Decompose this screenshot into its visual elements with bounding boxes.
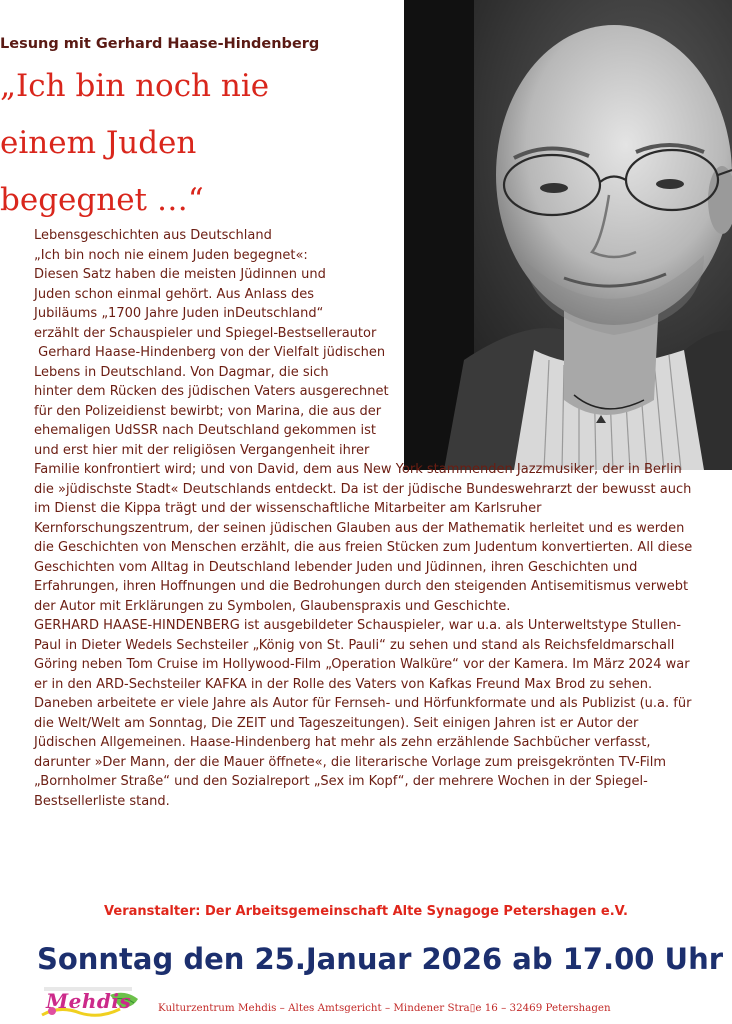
title-line-2: einem Juden <box>0 125 197 161</box>
body-line: Juden schon einmal gehört. Aus Anlass des <box>34 286 315 302</box>
body-line: Erfahrungen, ihren Hoffnungen und die Bedrohungen durch den steigenden Antisemitismus verwebt <box>34 579 689 594</box>
body-line: die Geschichten von Menschen erzählt, die aus freien Stücken zum Judentum konvertierten. All diese <box>34 540 693 555</box>
body-line: Familie konfrontiert wird; und von David, dem aus New York stammenden Jazzmusiker, der in Berlin <box>34 462 682 477</box>
footer-address: Kulturzentrum Mehdis – Altes Amtsgericht – Mindener Stra▯e 16 – 32469 Petershagen <box>158 1002 611 1014</box>
body-line: Diesen Satz haben die meisten Jüdinnen und <box>34 267 326 282</box>
body-line: der Autor mit Erklärungen zu Symbolen, Glaubenspraxis und Geschichte. <box>34 598 511 614</box>
body-line: ehemaligen UdSSR nach Deutschland gekommen ist <box>34 423 377 438</box>
logo-wordmark: Mehdis <box>46 989 132 1013</box>
body-line: „Bornholmer Straße“ und den Sozialreport „Sex im Kopf“, der mehrere Wochen in der Spiegel- <box>34 774 648 789</box>
body-line: hinter dem Rücken des jüdischen Vaters ausgerechnet <box>34 384 389 399</box>
page-title <box>0 58 269 229</box>
body-line: Göring neben Tom Cruise im Hollywood-Film „Operation Walküre“ vor der Kamera. Im März 2024 war <box>34 657 690 672</box>
body-line: er in den ARD-Sechsteiler KAFKA in der Rolle des Vaters von Kafkas Freund Max Brod zu sehen. <box>34 676 653 692</box>
body-line: die Welt/Welt am Sonntag, Die ZEIT und Tageszeitungen). Seit einigen Jahren ist er Autor der <box>34 715 639 731</box>
body-line: Geschichten vom Alltag in Deutschland lebender Juden und Jüdinnen, ihren Geschichten und <box>34 559 638 575</box>
body-line: Jüdischen Allgemeinen. Haase-Hindenberg hat mehr als zehn erzählende Sachbücher verfasst, <box>34 735 651 750</box>
body-line: Lebensgeschichten aus Deutschland <box>34 228 272 243</box>
body-line: darunter »Der Mann, der die Mauer öffnete«, die literarische Vorlage zum preisgekrönten TV-Film <box>34 754 667 770</box>
body-line: Jubiläums „1700 Jahre Juden inDeutschland“ <box>34 306 324 321</box>
body-line: im Dienst die Kippa trägt und der wissenschaftliche Mitarbeiter am Karlsruher <box>34 501 542 516</box>
body-line: und erst hier mit der religiösen Vergangenheit ihrer <box>34 442 370 458</box>
body-line: erzählt der Schauspieler und Spiegel-Bestsellerautor <box>34 325 377 341</box>
body-line: Bestsellerliste stand. <box>34 793 170 809</box>
body-line: Kernforschungszentrum, der seinen jüdischen Glauben aus der Mathematik herleitet und es werden <box>34 520 685 536</box>
body-line: Daneben arbeitete er viele Jahre als Autor für Fernseh- und Hörfunkformate und als Publizist (u.a. für <box>34 696 692 711</box>
event-overline: Lesung mit Gerhard Haase-Hindenberg <box>0 36 320 52</box>
body-line: Lebens in Deutschland. Von Dagmar, die sich <box>34 364 329 380</box>
event-description <box>34 226 724 811</box>
body-line: Gerhard Haase-Hindenberg von der Vielfalt jüdischen <box>34 345 386 360</box>
title-line-3: begegnet …“ <box>0 182 204 218</box>
organizer-line: Veranstalter: Der Arbeitsgemeinschaft Alte Synagoge Petershagen e.V. <box>104 904 628 919</box>
mehdis-logo-icon <box>40 985 144 1021</box>
event-date: Sonntag den 25.Januar 2026 ab 17.00 Uhr <box>36 942 724 976</box>
body-line: Paul in Dieter Wedels Sechsteiler „König von St. Pauli“ zu sehen und stand als Reichsfeldmarschall <box>34 637 675 653</box>
body-line: GERHARD HAASE-HINDENBERG ist ausgebildeter Schauspieler, war u.a. als Unterweltstype Stullen- <box>34 618 682 633</box>
body-line: die »jüdischste Stadt« Deutschlands entdeckt. Da ist der jüdische Bundeswehrarzt der bewusst auch <box>34 481 692 497</box>
body-line: für den Polizeidienst bewirbt; von Marina, die aus der <box>34 403 382 419</box>
body-line: „Ich bin noch nie einem Juden begegnet«: <box>34 247 308 263</box>
title-line-1: „Ich bin noch nie <box>0 68 270 104</box>
